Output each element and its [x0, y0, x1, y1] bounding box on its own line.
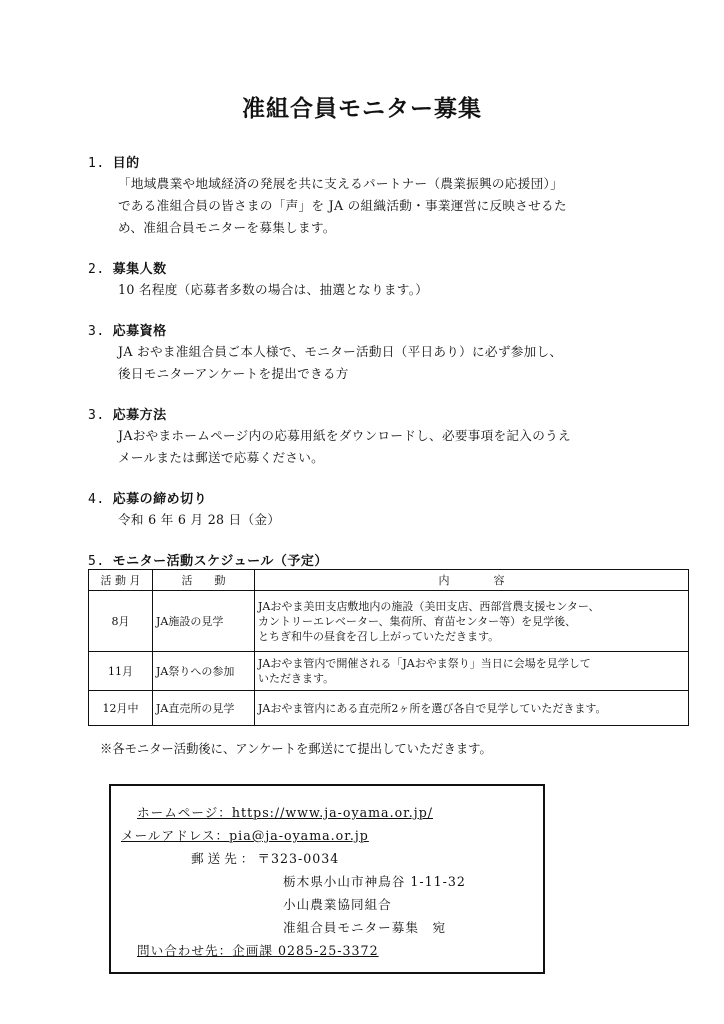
section-number: 4. — [88, 492, 105, 507]
schedule-note: ※各モニター活動後に、アンケートを郵送にて提出していただきます。 — [100, 742, 492, 756]
purpose-line: 「地域農業や地域経済の発展を共に支えるパートナー（農業振興の応援団）」 — [118, 176, 563, 191]
row-month: 12月中 — [89, 691, 153, 726]
postal-label: 郵送先： — [191, 851, 258, 866]
section-title: 応募の締め切り — [112, 492, 208, 507]
section-title: 応募方法 — [112, 408, 167, 423]
method-line: JAおやまホームページ内の応募用紙をダウンロードし、必要事項を記入のうえ — [118, 428, 571, 443]
homepage-label: ホームページ： — [137, 805, 232, 820]
table-row — [89, 591, 689, 652]
row-content-line: JAおやま管内にある直売所2ヶ所を選び各自で見学していただきます。 — [258, 701, 607, 715]
capacity-line: 10 名程度（応募者多数の場合は、抽選となります。） — [118, 282, 429, 297]
table-row — [89, 691, 689, 726]
section-number: 1. — [88, 156, 105, 171]
purpose-line: である准組合員の皆さまの「声」を JA の組織活動・事業運営に反映させるた — [118, 198, 567, 213]
postal-line — [191, 848, 339, 867]
section-number: 2. — [88, 262, 105, 277]
table-header-row — [89, 570, 689, 591]
section-title: モニター活動スケジュール（予定） — [112, 554, 328, 569]
org-line: 小山農業協同組合 — [283, 897, 392, 912]
inquiry-label: 問い合わせ先： — [137, 943, 233, 958]
row-content — [255, 591, 689, 652]
section-number: 3. — [88, 324, 105, 339]
page-title: 准組合員モニター募集 — [242, 96, 482, 122]
eligibility-line: 後日モニターアンケートを提出できる方 — [118, 366, 349, 381]
contact-box — [109, 784, 545, 974]
row-month: 8月 — [89, 591, 153, 652]
section-heading-purpose — [88, 152, 140, 171]
email-label: メールアドレス： — [121, 828, 230, 843]
header-activity: 活 動 — [153, 570, 255, 591]
section-heading-deadline — [88, 488, 207, 507]
row-content-line: とちぎ和牛の昼食を召し上がっていただきます。 — [258, 629, 500, 643]
section-heading-capacity — [88, 258, 167, 277]
postal-code: 〒323-0034 — [257, 851, 340, 866]
email-line — [121, 825, 369, 844]
section-heading-method — [88, 404, 167, 423]
homepage-link[interactable]: https://www.ja-oyama.or.jp/ — [231, 805, 433, 820]
inquiry-line — [137, 940, 379, 959]
section-title: 募集人数 — [112, 262, 167, 277]
row-content — [255, 691, 689, 726]
section-heading-eligibility — [88, 320, 167, 339]
schedule-table — [88, 569, 689, 726]
address-line: 栃木県小山市神鳥谷 1-11-32 — [283, 874, 466, 889]
email-link[interactable]: pia@ja-oyama.or.jp — [229, 828, 369, 843]
homepage-line — [137, 802, 433, 821]
eligibility-line: JA おやま准組合員ご本人様で、モニター活動日（平日あり）に必ず参加し、 — [118, 344, 563, 359]
header-content: 内 容 — [255, 570, 689, 591]
section-number: 3. — [88, 408, 105, 423]
row-month: 11月 — [89, 652, 153, 691]
purpose-line: め、准組合員モニターを募集します。 — [118, 220, 336, 235]
row-activity: JA施設の見学 — [153, 591, 255, 652]
section-title: 目的 — [112, 156, 140, 171]
table-row — [89, 652, 689, 691]
inquiry-value: 企画課 0285-25-3372 — [232, 943, 379, 958]
recipient-line: 准組合員モニター募集 宛 — [283, 920, 447, 935]
row-content-line: いただきます。 — [258, 672, 335, 685]
section-number: 5. — [88, 554, 105, 569]
row-activity: JA祭りへの参加 — [153, 652, 255, 691]
deadline-line: 令和 6 年 6 月 28 日（金） — [118, 512, 281, 527]
header-month: 活 動 月 — [89, 570, 153, 591]
row-content-line: JAおやま管内で開催される「JAおやま祭り」当日に会場を見学して — [258, 657, 591, 670]
method-line: メールまたは郵送で応募ください。 — [118, 450, 325, 465]
row-content-line: JAおやま美田支店敷地内の施設（美田支店、西部営農支援センター、 — [258, 599, 600, 613]
row-content-line: カントリーエレベーター、集荷所、育苗センター等）を見学後、 — [258, 614, 577, 628]
row-content — [255, 652, 689, 691]
section-heading-schedule — [88, 550, 328, 569]
section-title: 応募資格 — [112, 324, 167, 339]
row-activity: JA直売所の見学 — [153, 691, 255, 726]
